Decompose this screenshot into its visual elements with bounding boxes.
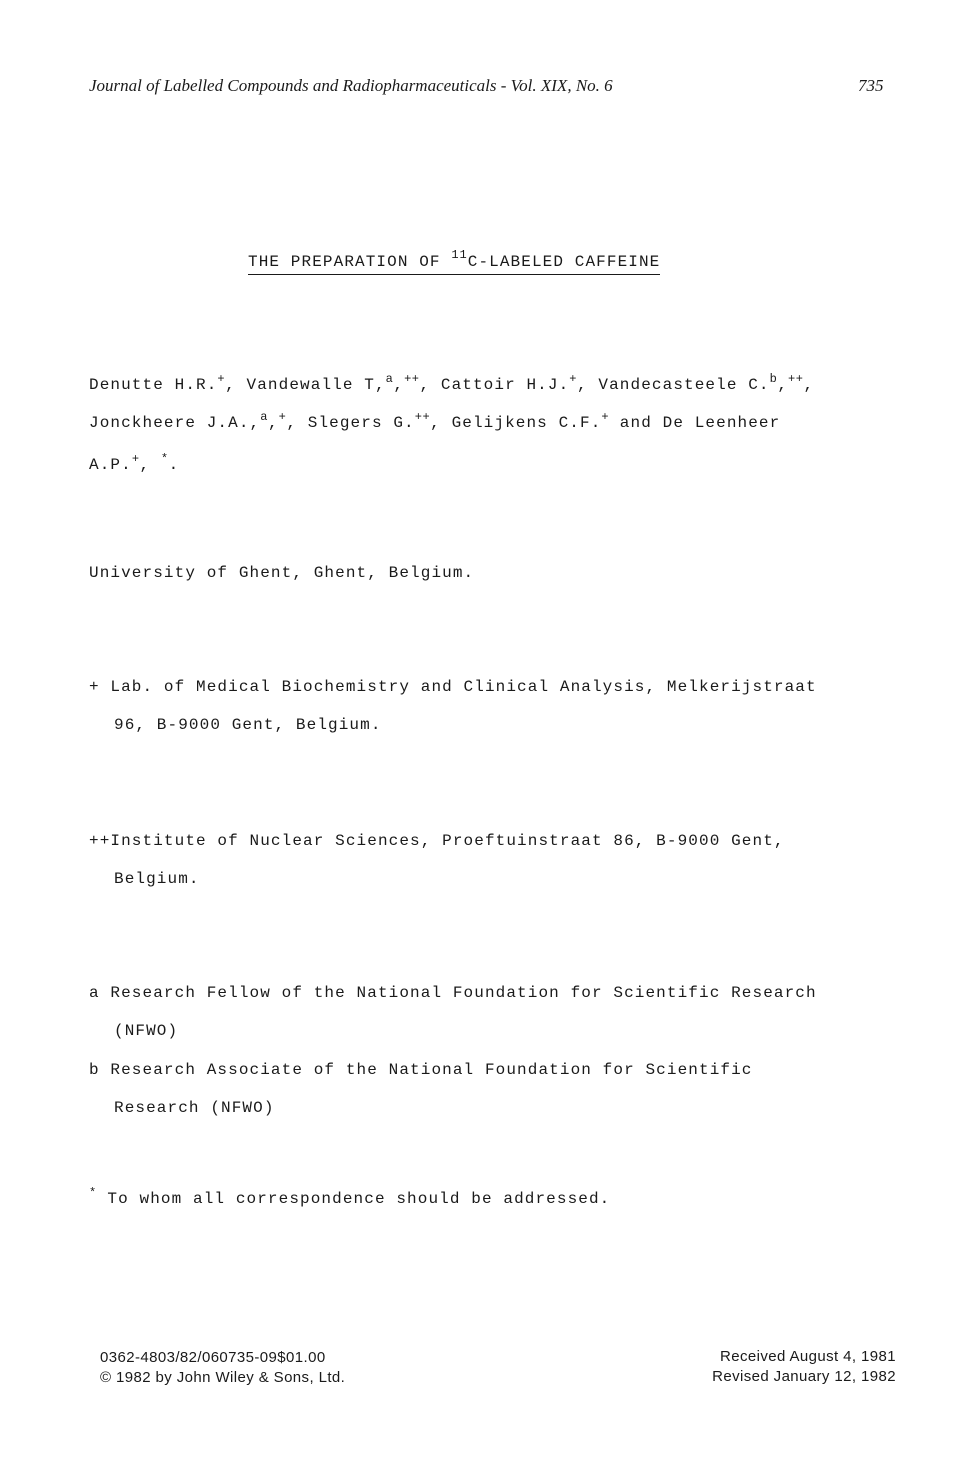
author-separator: . (168, 456, 180, 474)
affiliation-mark: + (601, 410, 610, 424)
affiliation-mark: a (385, 372, 394, 386)
affiliation-mark: b (769, 372, 778, 386)
correspondence-note (89, 1186, 610, 1208)
corresponding-author-mark: * (160, 452, 169, 466)
title-isotope-superscript: 11 (451, 248, 468, 262)
author-name: A.P. (89, 456, 132, 474)
title-suffix: C-LABELED CAFFEINE (467, 253, 661, 271)
revised-date: Revised January 12, 1982 (712, 1368, 896, 1385)
note-a-line-2: (NFWO) (114, 1022, 179, 1040)
author-separator: , (267, 414, 279, 432)
affiliation-double-plus-line-1: ++Institute of Nuclear Sciences, Proeftuinstraat 86, B-9000 Gent, (89, 832, 785, 850)
footer-left (100, 1348, 345, 1388)
article-title (248, 248, 660, 275)
affiliation-mark: + (131, 452, 140, 466)
author-separator: , (139, 456, 161, 474)
author-name: Jonckheere J.A., (89, 414, 261, 432)
author-name: , Vandewalle T, (225, 376, 386, 394)
note-b-line-2: Research (NFWO) (114, 1099, 275, 1117)
author-separator: , (393, 376, 405, 394)
affiliation-plus-line-1: + Lab. of Medical Biochemistry and Clinical Analysis, Melkerijstraat (89, 678, 817, 696)
author-name: and De Leenheer (609, 414, 781, 432)
author-name: Denutte H.R. (89, 376, 218, 394)
received-date: Received August 4, 1981 (720, 1348, 896, 1365)
footer-right (660, 1347, 896, 1387)
affiliation-mark: ++ (414, 410, 431, 424)
university-line: University of Ghent, Ghent, Belgium. (89, 564, 475, 582)
article-code: 0362-4803/82/060735-09$01.00 (100, 1349, 326, 1366)
affiliation-mark: + (569, 372, 577, 386)
correspondence-text: To whom all correspondence should be addressed. (96, 1190, 611, 1208)
author-line-3 (89, 452, 179, 474)
author-name: , Vandecasteele C. (577, 376, 770, 394)
affiliation-mark: + (278, 410, 287, 424)
author-line-1 (89, 372, 814, 394)
running-head: Journal of Labelled Compounds and Radiopharmaceuticals - Vol. XIX, No. 6 (89, 76, 613, 95)
corresponding-author-mark: * (89, 1186, 97, 1200)
affiliation-mark: a (260, 410, 268, 424)
author-name: , Slegers G. (286, 414, 415, 432)
author-separator: , (777, 376, 789, 394)
author-name: , Cattoir H.J. (419, 376, 570, 394)
copyright-line: © 1982 by John Wiley & Sons, Ltd. (100, 1369, 346, 1386)
affiliation-plus-line-2: 96, B-9000 Gent, Belgium. (114, 716, 382, 734)
page-number: 735 (858, 76, 884, 95)
author-separator: , (803, 376, 815, 394)
affiliation-mark: + (217, 372, 226, 386)
note-b-line-1: b Research Associate of the National Foundation for Scientific (89, 1061, 753, 1079)
note-a-line-1: a Research Fellow of the National Foundation for Scientific Research (89, 984, 817, 1002)
author-line-2 (89, 410, 780, 432)
affiliation-mark: ++ (404, 372, 420, 386)
affiliation-mark: ++ (788, 372, 804, 386)
title-prefix: THE PREPARATION OF (248, 253, 452, 271)
author-name: , Gelijkens C.F. (430, 414, 602, 432)
affiliation-double-plus-line-2: Belgium. (114, 870, 200, 888)
